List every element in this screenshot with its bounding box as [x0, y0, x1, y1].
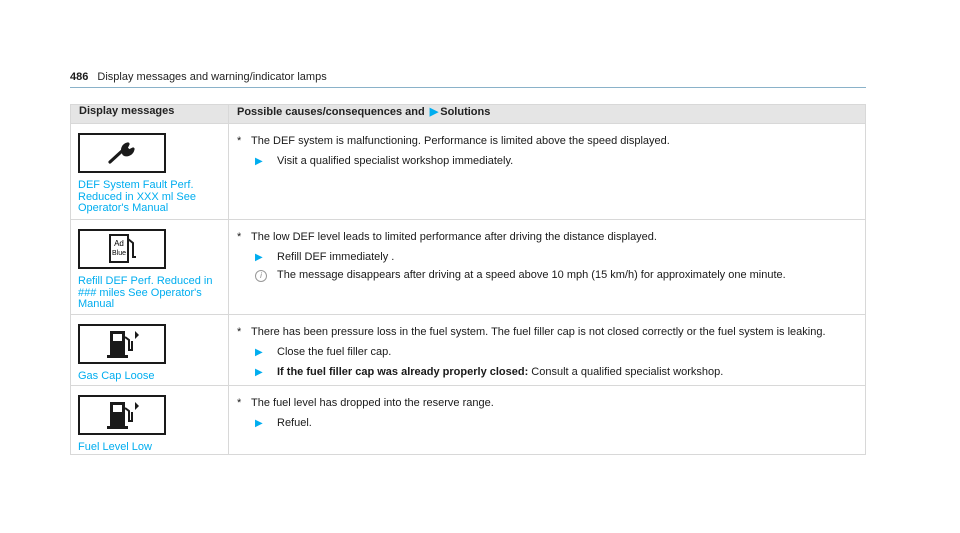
table-row	[71, 124, 866, 220]
display-cell	[71, 124, 229, 220]
fuel-pump-icon	[78, 324, 166, 364]
causes-cell	[229, 315, 866, 386]
action-body: Visit a qualified specialist workshop immediately.	[277, 155, 514, 167]
display-messages-table	[70, 104, 866, 455]
page-number: 486	[70, 71, 89, 83]
action-arrow-icon: ▶	[255, 252, 263, 263]
col-header-solutions-text: Solutions	[440, 106, 491, 118]
col-header-causes-text: Possible causes/consequences and	[237, 106, 425, 118]
action-body: Close the fuel filler cap.	[277, 346, 392, 358]
display-cell	[71, 386, 229, 455]
cause-text: * The low DEF level leads to limited performance after driving the distance displayed.	[237, 231, 657, 243]
action-item	[255, 417, 859, 430]
cause-body: The low DEF level leads to limited performance after driving the distance displayed.	[251, 231, 657, 243]
cause-body: The DEF system is malfunctioning. Performance is limited above the speed displayed.	[251, 135, 670, 147]
info-icon: i	[255, 270, 267, 282]
page-header	[70, 71, 866, 88]
adblue-text-blue: Blue	[111, 250, 127, 257]
adblue-icon	[78, 229, 166, 269]
page-title: Display messages and warning/indicator lamps	[97, 71, 327, 83]
action-item	[255, 366, 859, 379]
action-arrow-icon: ▶	[255, 347, 263, 358]
wrench-icon	[78, 133, 166, 173]
action-arrow-icon: ▶	[255, 367, 263, 378]
display-message-label: DEF System Fault Perf. Reduced in XXX ml See Operator's Manual	[78, 179, 197, 214]
display-message-label: Fuel Level Low	[78, 441, 152, 453]
action-body: Consult a qualified specialist workshop.	[528, 366, 724, 378]
display-message-label: Refill DEF Perf. Reduced in ### miles See Operator's Manual	[78, 275, 213, 310]
table-row	[71, 315, 866, 386]
table-header-row	[71, 105, 866, 124]
cause-body: The fuel level has dropped into the reserve range.	[251, 397, 494, 409]
action-item	[255, 251, 859, 264]
cause-text: * There has been pressure loss in the fuel system. The fuel filler cap is not closed correctly or the fuel system is leaking.	[237, 326, 826, 338]
action-body: Refuel.	[277, 417, 312, 429]
fuel-pump-icon	[78, 395, 166, 435]
display-cell	[71, 220, 229, 315]
table-row	[71, 386, 866, 455]
col-header-display: Display messages	[71, 105, 229, 124]
action-condition: If the fuel filler cap was already properly closed:	[277, 366, 529, 378]
cause-text: * The fuel level has dropped into the reserve range.	[237, 397, 494, 409]
adblue-text-ad: Ad	[114, 239, 124, 248]
causes-cell	[229, 124, 866, 220]
causes-cell	[229, 220, 866, 315]
note-body: The message disappears after driving at a speed above 10 mph (15 km/h) for approximately one minute.	[277, 269, 786, 281]
causes-cell	[229, 386, 866, 455]
note-item	[255, 269, 859, 282]
table-row	[71, 220, 866, 315]
action-body: Refill DEF immediately .	[277, 251, 395, 263]
action-item	[255, 346, 859, 359]
display-cell	[71, 315, 229, 386]
cause-text: * The DEF system is malfunctioning. Performance is limited above the speed displayed.	[237, 135, 670, 147]
action-arrow-icon: ▶	[255, 418, 263, 429]
col-header-causes	[229, 105, 866, 124]
display-message-label: Gas Cap Loose	[78, 370, 155, 382]
arrow-icon: ▶	[429, 106, 439, 118]
action-item	[255, 155, 859, 168]
cause-body: There has been pressure loss in the fuel system. The fuel filler cap is not closed correctly or the fuel system is leaking.	[251, 326, 826, 338]
action-arrow-icon: ▶	[255, 156, 263, 167]
